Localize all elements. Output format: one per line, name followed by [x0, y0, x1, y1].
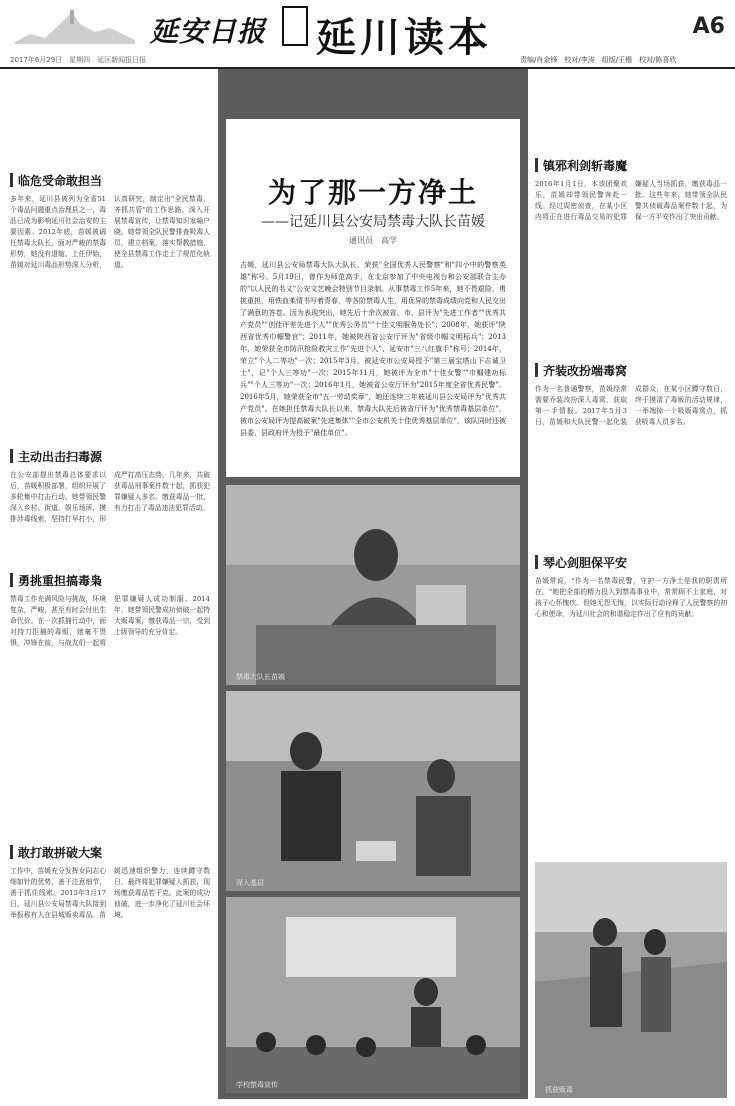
feature-lead-text: 吉媛，延川县公安局禁毒大队大队长，荣获"全国优秀人民警察"和"四小中的警察英雄"称号。5月19日，曾作为师范高手，在北京参加了中央电视台和公安部联合主办的"以人民的名义"公安文艺晚会特别节目录制。从事禁毒工作5年来，她不畏艰险，勇挑重担，用铁血柔情书写着青春，等各阶禁毒人生，用优异的禁毒成绩向党和人民交出了满意的答卷。因为表现突出，她先后十余次被省、市、县评为"先进工作者""优秀共产党员""创佳评差先进个人""优秀公务员""十佳文明服务处长"；2008年，她获评"陕西省优秀巾帼警官"；2011年，她被陕西省公安厅评为"省级巾帼文明标兵"；2013年，她荣获全市防汛抢险救灾工作"先进个人"、延安市"三八红旗手"称号；2014年，荣立"个人二等功"一次；2015年3月，被延安市公安局授予"第三届宝塔山下志诚卫士"，记"个人三等功"一次；2015年11月，她被评为全市"十佳女警""巾帼建功标兵""个人三等功"一次；2016年1月，她被省公安厅评为"2015年度全省优秀民警"。2016年5月，她荣获全市"五一劳动奖章"，她还连续三年被延川县公安局评为"优秀共产党员"。在她担任禁毒大队长以来，禁毒大队先后被省厅评为"优秀禁毒基层单位"，被市公安局评为提高破案"先进集体""全市公安机关十佳优秀基层单位"，该队同时还被县委、县政府评为授予"最佳单位"。: [240, 261, 506, 437]
portrait-image: [226, 485, 520, 685]
section-s5: [535, 155, 727, 349]
editor-credits: 责编/肖金锋 校对/李涛 组版/王楷 校对/陈喜欣: [520, 56, 677, 64]
section-heading: [10, 170, 210, 190]
feature-panel: [218, 69, 528, 1099]
section-heading: [10, 446, 210, 466]
page-number: A6: [692, 14, 725, 39]
section-heading: [10, 842, 210, 862]
newspaper-logo: 延安日报: [150, 15, 267, 48]
heading-marker: [535, 555, 538, 569]
section-body: 多年来，延川县被列为全省51个毒品问题重点治理县之一，毒品已成为影响延川社会治安的主要因素。2012年底，苗媛被调任禁毒大队长，面对严峻的禁毒形势，她没有退缩。上任伊始，苗媛对延川毒品形势深入分析，认真研究，制定出"全民禁毒，齐抓共管"的工作思路，深入开展禁毒宣传，让禁毒知识家喻户晓。她带领全队民警排查吸毒人员，建立档案，落实帮教措施，使全县禁毒工作走上了规范化轨道。: [10, 195, 210, 269]
section-s1: [10, 170, 210, 444]
heading-marker: [10, 845, 13, 859]
heading-text: 琴心剑胆保平安: [543, 556, 628, 570]
heading-marker: [535, 363, 538, 377]
heading-text: 勇挑重担搞毒枭: [18, 574, 103, 588]
section-s6: [535, 360, 727, 554]
section-s3: [10, 570, 210, 834]
heading-marker: [10, 449, 13, 463]
arrest-photo: [535, 862, 727, 1098]
section-s2: [10, 446, 210, 570]
photo-caption: 禁毒大队长苗媛: [236, 673, 285, 681]
section-s4: [10, 842, 210, 1106]
section-title: 延川读本: [316, 15, 492, 61]
section-body: 禁毒工作充满风险与挑战，环境复杂，严峻，甚至有时会付出生命代价。在一次抓捕行动中，面对持刀拒捕的毒贩，她毫不畏惧，冲锋在前，与战友们一起将犯罪嫌疑人成功制服。2014年，她带领民警成功侦破一起特大贩毒案，缴获毒品一宗，受到上级领导的充分肯定。: [10, 595, 210, 647]
feature-byline: 通讯员 高学: [349, 236, 397, 245]
community-image: [226, 691, 520, 891]
section-body: 在公安部提出禁毒总体要求以后，苗媛积极部署，组织开展了多轮集中打击行动。她带领民警深入乡村、街道、娱乐场所，摸排涉毒线索，坚持打早打小，形成严打高压态势。几年来，共破获毒品刑事案件数十起，抓获犯罪嫌疑人多名，缴获毒品一批，有力打击了毒品违法犯罪活动。: [10, 471, 210, 523]
heading-marker: [10, 173, 13, 187]
photo-caption: 学校禁毒宣传: [236, 1081, 278, 1089]
heading-marker: [535, 158, 538, 172]
city-skyline-illustration: [10, 4, 140, 44]
heading-text: 镇邪利剑斩毒魔: [543, 159, 628, 173]
heading-text: 主动出击扫毒源: [18, 450, 103, 464]
feature-title: 为了那一方净土: [267, 176, 478, 209]
photo-caption: 抓获贩毒: [545, 1086, 573, 1094]
section-heading: [535, 360, 727, 380]
photo-caption: 深入基层: [236, 879, 264, 887]
section-s7: [535, 552, 727, 876]
school-image: [226, 897, 520, 1093]
community-photo: [226, 691, 520, 891]
section-body: 工作中，苗媛充分发挥女同志心细如针的优势，善于注意细节，善于抓住线索。2015年3月17日，延川县公安局禁毒大队接到举报称有人在县城贩卖毒品。苗媛迅速组织警力，连续蹲守数日，最终将犯罪嫌疑人抓获，现场缴获毒品若干克。此案的成功侦破，进一步净化了延川社会环境。: [10, 867, 210, 919]
section-body: 2016年1月1日，本该团聚欢乐，苗媛却带领民警奔赴一线。经过周密侦查，在某小区内将正在进行毒品交易的犯罪嫌疑人当场抓获，缴获毒品一批。这些年来，她带领全队民警共侦破毒品案件数十起，为保一方平安作出了突出贡献。: [535, 180, 727, 221]
dateline: 2017年6月29日 星期四 延区新闻报日报: [10, 56, 147, 64]
section-body: 作为一名普通警察，苗媛经常需要乔装改扮深入毒窝，获取第一手情报。2017年5月3日，苗媛和大队民警一起化装成群众，在某小区蹲守数日，终于摸清了毒贩的活动规律，一举端掉一个吸贩毒窝点，抓获吸毒人员多名。: [535, 385, 727, 426]
feature-intro-box: [226, 119, 520, 477]
masthead: [0, 0, 735, 64]
feature-subtitle: ——记延川县公安局禁毒大队长苗媛: [261, 214, 485, 230]
heading-text: 齐装改扮端毒窝: [543, 364, 628, 378]
heading-text: 临危受命敢担当: [18, 174, 103, 188]
section-body: 苗媛常说，"作为一名禁毒民警，守护一方净土是我的职责所在。"她把全部的精力投入到禁毒事业中，常常顾不上家庭，对孩子心怀愧疚。但她无怨无悔，以实际行动诠释了人民警察的初心和使命，为延川社会的和谐稳定作出了应有的贡献。: [535, 577, 727, 618]
school-photo: [226, 897, 520, 1093]
seal-mark: [282, 6, 308, 46]
heading-text: 敢打敢拼破大案: [18, 846, 103, 860]
section-heading: [10, 570, 210, 590]
section-heading: [535, 155, 727, 175]
arrest-image: [535, 862, 727, 1098]
section-heading: [535, 552, 727, 572]
portrait-photo: [226, 485, 520, 685]
heading-marker: [10, 573, 13, 587]
